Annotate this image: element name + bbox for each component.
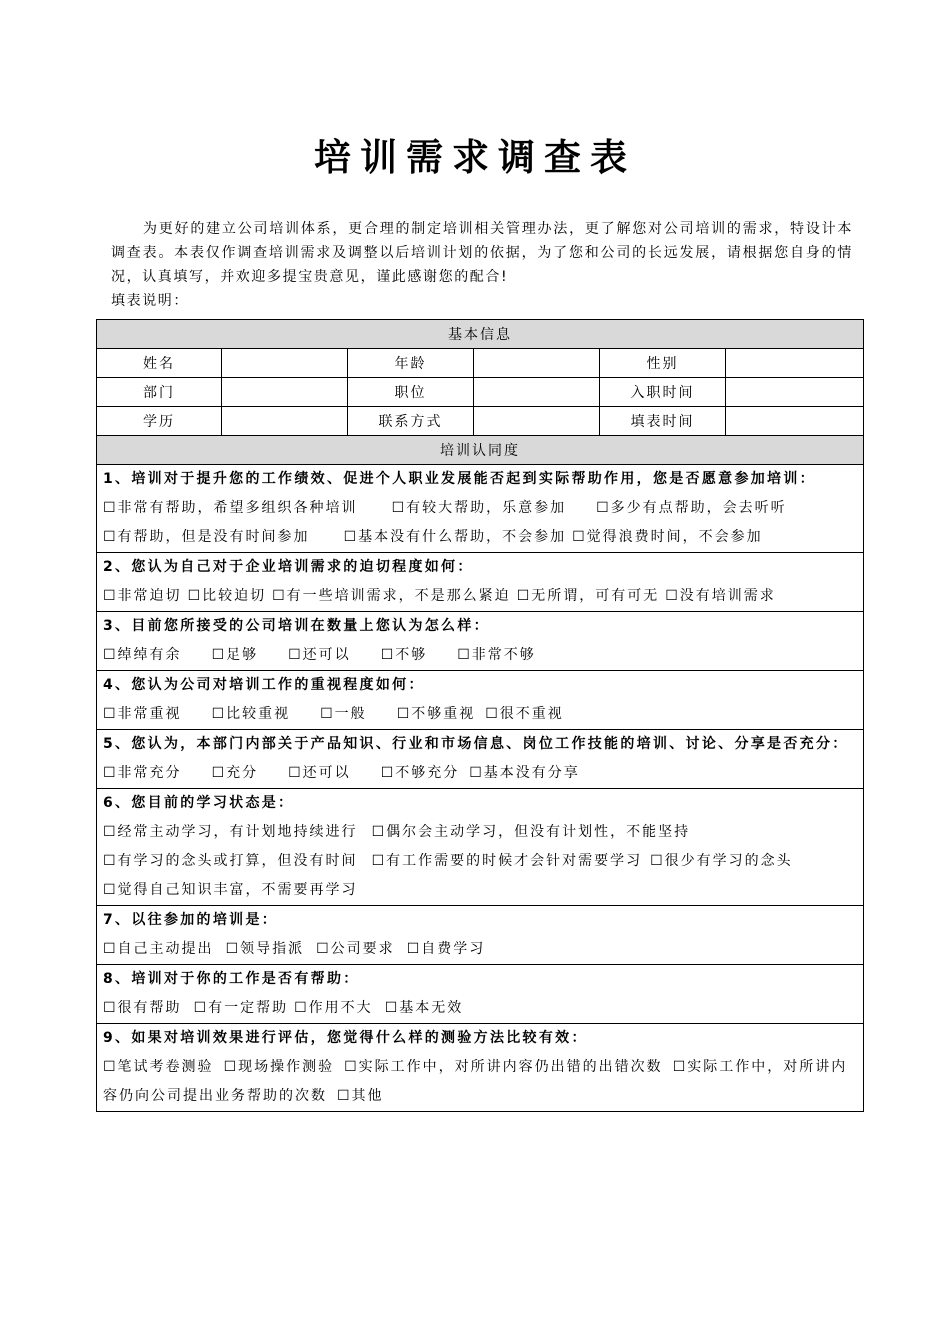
checkbox-option[interactable]: ☐觉得自己知识丰富，不需要再学习 bbox=[103, 882, 358, 898]
options-line bbox=[103, 1053, 857, 1111]
checkbox-option[interactable]: ☐觉得浪费时间，不会参加 bbox=[572, 529, 763, 545]
field-join-date[interactable] bbox=[726, 378, 864, 407]
checkbox-option[interactable]: ☐绰绰有余 bbox=[103, 647, 182, 663]
options-line bbox=[103, 935, 857, 964]
options-line bbox=[103, 994, 857, 1023]
checkbox-option[interactable]: ☐不够 bbox=[380, 647, 428, 663]
checkbox-option[interactable]: ☐有帮助，但是没有时间参加 bbox=[103, 529, 310, 545]
options-line bbox=[103, 641, 857, 670]
options-line bbox=[103, 847, 857, 876]
question-text: 9、如果对培训效果进行评估，您觉得什么样的测验方法比较有效： bbox=[103, 1030, 588, 1046]
checkbox-option[interactable]: ☐非常重视 bbox=[103, 706, 182, 722]
field-age[interactable] bbox=[474, 349, 600, 378]
label-age: 年龄 bbox=[348, 349, 474, 378]
label-education: 学历 bbox=[97, 407, 222, 436]
question-cell bbox=[97, 730, 864, 789]
question-row bbox=[97, 553, 864, 612]
field-education[interactable] bbox=[222, 407, 348, 436]
question-cell bbox=[97, 789, 864, 906]
question-text: 7、以往参加的培训是： bbox=[103, 912, 279, 928]
question-text: 2、您认为自己对于企业培训需求的迫切程度如何： bbox=[103, 559, 474, 575]
checkbox-option[interactable]: ☐领导指派 bbox=[225, 941, 305, 957]
question-row bbox=[97, 612, 864, 671]
checkbox-option[interactable]: ☐其他 bbox=[337, 1088, 384, 1104]
checkbox-option[interactable]: ☐充分 bbox=[211, 765, 259, 781]
field-name[interactable] bbox=[222, 349, 348, 378]
options-line bbox=[103, 700, 857, 729]
question-text: 1、培训对于提升您的工作绩效、促进个人职业发展能否起到实际帮助作用，您是否愿意参加培训： bbox=[103, 471, 816, 487]
section-header-training-recognition: 培训认同度 bbox=[97, 436, 864, 465]
question-cell bbox=[97, 553, 864, 612]
fill-instructions-label: 填表说明： bbox=[111, 293, 189, 309]
checkbox-option[interactable]: ☐经常主动学习，有计划地持续进行 bbox=[103, 824, 358, 840]
options-line bbox=[103, 818, 857, 847]
field-contact[interactable] bbox=[474, 407, 600, 436]
checkbox-option[interactable]: ☐有学习的念头或打算，但没有时间 bbox=[103, 853, 358, 869]
checkbox-option[interactable]: ☐笔试考卷测验 bbox=[103, 1059, 214, 1075]
options-line bbox=[103, 582, 857, 611]
checkbox-option[interactable]: ☐公司要求 bbox=[316, 941, 395, 957]
checkbox-option[interactable]: ☐自费学习 bbox=[406, 941, 486, 957]
question-row bbox=[97, 671, 864, 730]
checkbox-option[interactable]: ☐自己主动提出 bbox=[103, 941, 214, 957]
checkbox-option[interactable]: ☐不够充分 bbox=[380, 765, 460, 781]
page-title: 培训需求调查表 bbox=[314, 136, 636, 179]
checkbox-option[interactable]: ☐非常迫切 bbox=[103, 588, 182, 604]
checkbox-option[interactable]: ☐实际工作中，对所讲内容仍出错的出错次数 bbox=[344, 1059, 663, 1075]
checkbox-option[interactable]: ☐实际工作中，对所讲内容仍向公司提出业务帮助的次数 bbox=[103, 1059, 848, 1104]
checkbox-option[interactable]: ☐非常充分 bbox=[103, 765, 182, 781]
label-position: 职位 bbox=[348, 378, 474, 407]
field-gender[interactable] bbox=[726, 349, 864, 378]
checkbox-option[interactable]: ☐有工作需要的时候才会针对需要学习 bbox=[371, 853, 643, 869]
checkbox-option[interactable]: ☐比较重视 bbox=[211, 706, 291, 722]
question-row bbox=[97, 789, 864, 906]
options-line bbox=[103, 876, 857, 905]
question-cell bbox=[97, 906, 864, 965]
intro-paragraph: 为更好的建立公司培训体系，更合理的制定培训相关管理办法，更了解您对公司培训的需求，特设计本调查表。本表仅作调查培训需求及调整以后培训计划的依据，为了您和公司的长远发展，请根据您自身的情况，认真填写，并欢迎多提宝贵意见，谨此感谢您的配合! bbox=[111, 221, 853, 285]
question-cell bbox=[97, 612, 864, 671]
checkbox-option[interactable]: ☐很不重视 bbox=[485, 706, 564, 722]
checkbox-option[interactable]: ☐无所谓，可有可无 bbox=[516, 588, 660, 604]
checkbox-option[interactable]: ☐基本没有什么帮助，不会参加 bbox=[343, 529, 567, 545]
checkbox-option[interactable]: ☐多少有点帮助，会去听听 bbox=[596, 500, 787, 516]
field-fill-date[interactable] bbox=[726, 407, 864, 436]
question-cell bbox=[97, 965, 864, 1024]
checkbox-option[interactable]: ☐作用不大 bbox=[294, 1000, 373, 1016]
field-position[interactable] bbox=[474, 378, 600, 407]
question-row bbox=[97, 965, 864, 1024]
checkbox-option[interactable]: ☐有较大帮助，乐意参加 bbox=[391, 500, 567, 516]
checkbox-option[interactable]: ☐有一定帮助 bbox=[193, 1000, 289, 1016]
question-row bbox=[97, 906, 864, 965]
checkbox-option[interactable]: ☐不够重视 bbox=[396, 706, 476, 722]
question-cell bbox=[97, 1024, 864, 1112]
options-line bbox=[103, 759, 857, 788]
question-row bbox=[97, 730, 864, 789]
checkbox-option[interactable]: ☐很少有学习的念头 bbox=[650, 853, 793, 869]
checkbox-option[interactable]: ☐有一些培训需求，不是那么紧迫 bbox=[272, 588, 511, 604]
label-join-date: 入职时间 bbox=[600, 378, 726, 407]
checkbox-option[interactable]: ☐足够 bbox=[211, 647, 259, 663]
options-line bbox=[103, 523, 857, 552]
question-text: 8、培训对于你的工作是否有帮助： bbox=[103, 971, 360, 987]
label-department: 部门 bbox=[97, 378, 222, 407]
question-row bbox=[97, 1024, 864, 1112]
checkbox-option[interactable]: ☐非常有帮助，希望多组织各种培训 bbox=[103, 500, 358, 516]
options-line bbox=[103, 494, 857, 523]
question-cell bbox=[97, 671, 864, 730]
label-gender: 性别 bbox=[600, 349, 726, 378]
section-header-basic-info: 基本信息 bbox=[97, 320, 864, 349]
field-department[interactable] bbox=[222, 378, 348, 407]
checkbox-option[interactable]: ☐偶尔会主动学习，但没有计划性，不能坚持 bbox=[371, 824, 691, 840]
label-contact: 联系方式 bbox=[348, 407, 474, 436]
checkbox-option[interactable]: ☐比较迫切 bbox=[187, 588, 267, 604]
checkbox-option[interactable]: ☐非常不够 bbox=[457, 647, 536, 663]
checkbox-option[interactable]: ☐基本无效 bbox=[384, 1000, 464, 1016]
question-cell bbox=[97, 465, 864, 553]
checkbox-option[interactable]: ☐还可以 bbox=[288, 647, 351, 663]
checkbox-option[interactable]: ☐现场操作测验 bbox=[223, 1059, 335, 1075]
checkbox-option[interactable]: ☐还可以 bbox=[288, 765, 351, 781]
checkbox-option[interactable]: ☐很有帮助 bbox=[103, 1000, 182, 1016]
checkbox-option[interactable]: ☐没有培训需求 bbox=[665, 588, 776, 604]
question-text: 5、您认为，本部门内部关于产品知识、行业和市场信息、岗位工作技能的培训、讨论、分享是否充分： bbox=[103, 736, 849, 752]
question-text: 3、目前您所接受的公司培训在数量上您认为怎么样： bbox=[103, 618, 490, 634]
checkbox-option[interactable]: ☐基本没有分享 bbox=[469, 765, 580, 781]
label-name: 姓名 bbox=[97, 349, 222, 378]
label-fill-date: 填表时间 bbox=[600, 407, 726, 436]
survey-table bbox=[96, 319, 864, 1112]
checkbox-option[interactable]: ☐一般 bbox=[320, 706, 367, 722]
intro-section bbox=[111, 217, 853, 313]
question-row bbox=[97, 465, 864, 553]
question-text: 4、您认为公司对培训工作的重视程度如何： bbox=[103, 677, 425, 693]
question-text: 6、您目前的学习状态是： bbox=[103, 795, 295, 811]
